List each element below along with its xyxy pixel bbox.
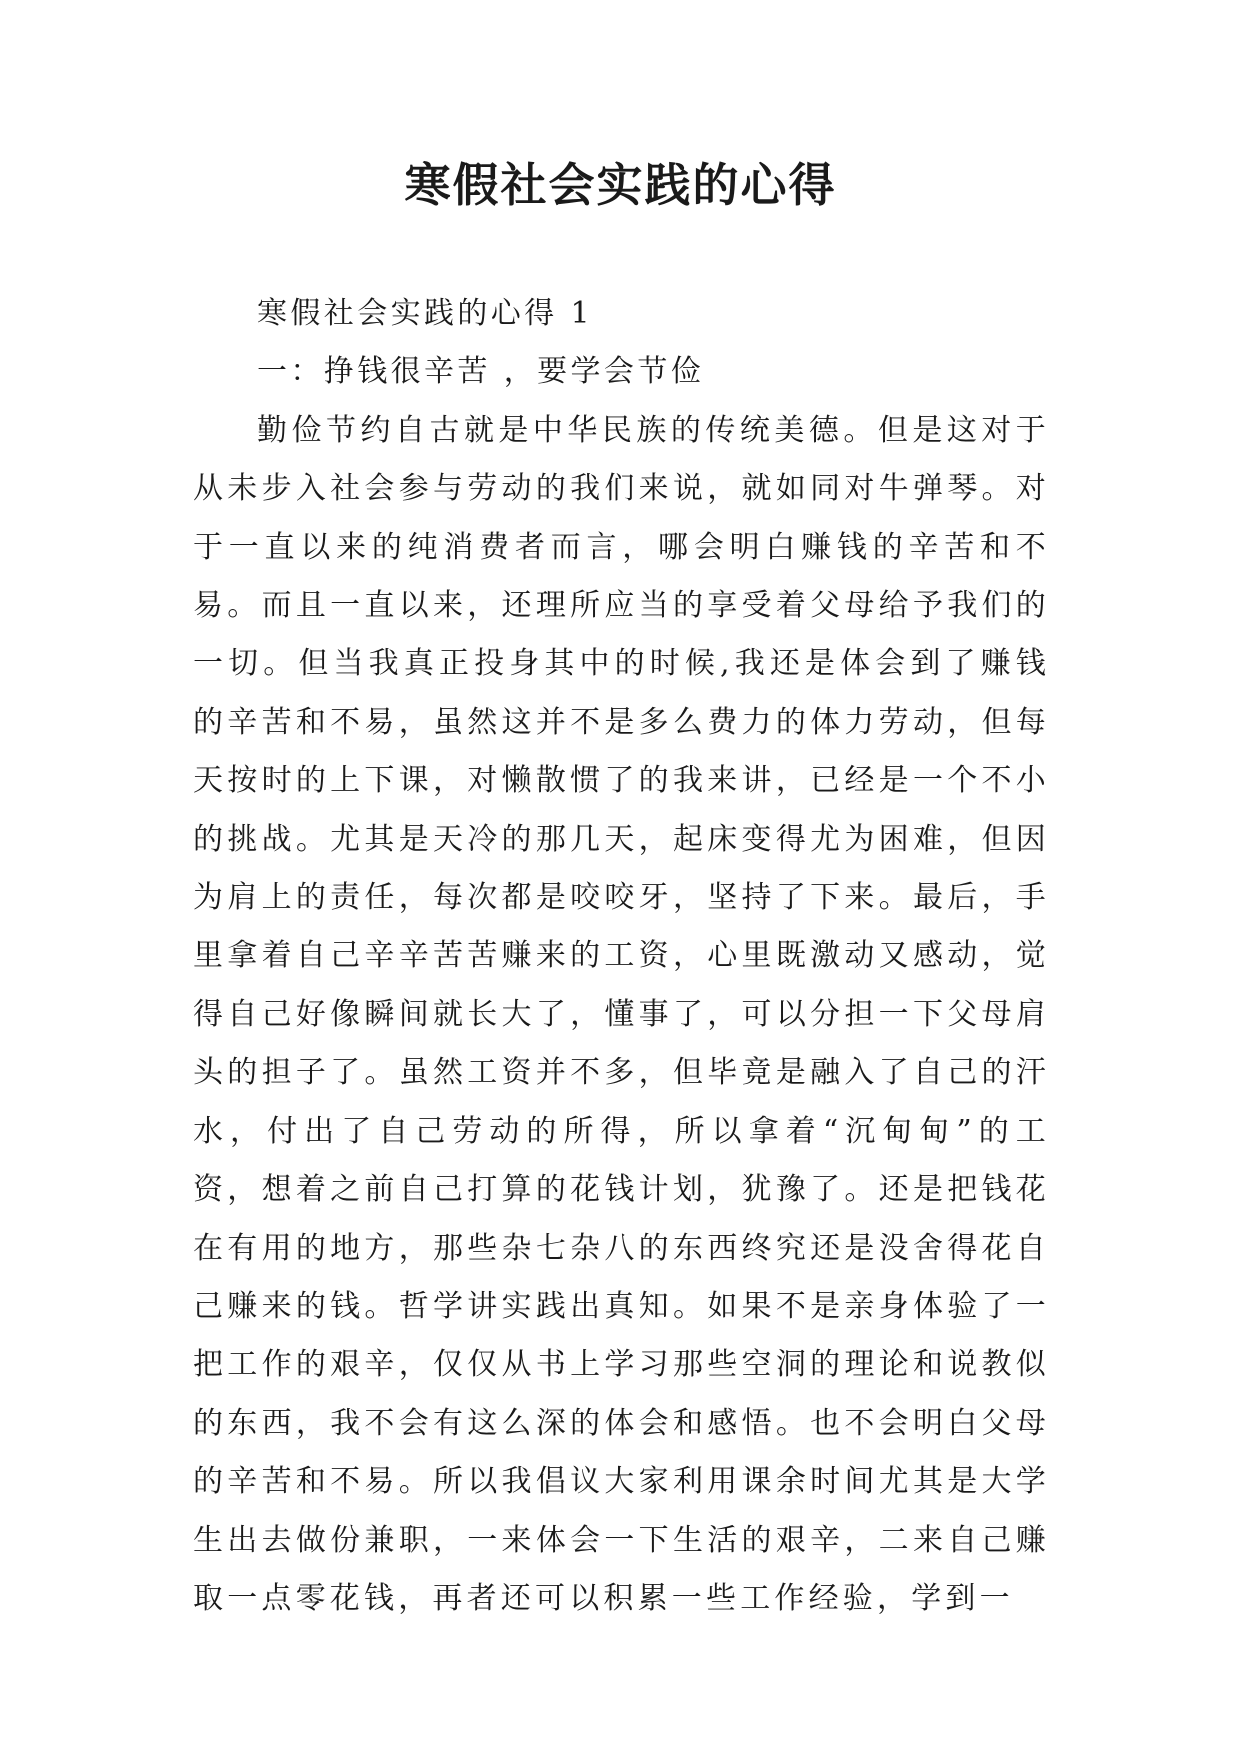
document-body xyxy=(193,285,1050,1628)
subheading: 一：挣钱很辛苦 ，要学会节俭 xyxy=(257,354,705,390)
document-title: 寒假社会实践的心得 xyxy=(404,158,837,212)
body-paragraph: 勤俭节约自古就是中华民族的传统美德。但是这对于从未步入社会参与劳动的我们来说，就如同对牛弹琴。对于一直以来的纯消费者而言，哪会明白赚钱的辛苦和不易。而且一直以来，还理所应当的享受着父母给予我们的一切。但当我真正投身其中的时候,我还是体会到了赚钱的辛苦和不易，虽然这并不是多么费力的体力劳动，但每天按时的上下课，对懒散惯了的我来讲，已经是一个不小的挑战。尤其是天冷的那几天，起床变得尤为困难，但因为肩上的责任，每次都是咬咬牙，坚持了下来。最后，手里拿着自己辛辛苦苦赚来的工资，心里既激动又感动，觉得自己好像瞬间就长大了，懂事了，可以分担一下父母肩头的担子了。虽然工资并不多，但毕竟是融入了自己的汗水，付出了自己劳动的所得，所以拿着“沉甸甸”的工资，想着之前自己打算的花钱计划，犹豫了。还是把钱花在有用的地方，那些杂七杂八的东西终究还是没舍得花自己赚来的钱。哲学讲实践出真知。如果不是亲身体验了一把工作的艰辛，仅仅从书上学习那些空洞的理论和说教似的东西，我不会有这么深的体会和感悟。也不会明白父母的辛苦和不易。所以我倡议大家利用课余时间尤其是大学生出去做份兼职，一来体会一下生活的艰辛，二来自己赚取一点零花钱，再者还可以积累一些工作经验，学到一 xyxy=(193,412,1050,1616)
section-heading: 寒假社会实践的心得 1 xyxy=(257,296,594,331)
